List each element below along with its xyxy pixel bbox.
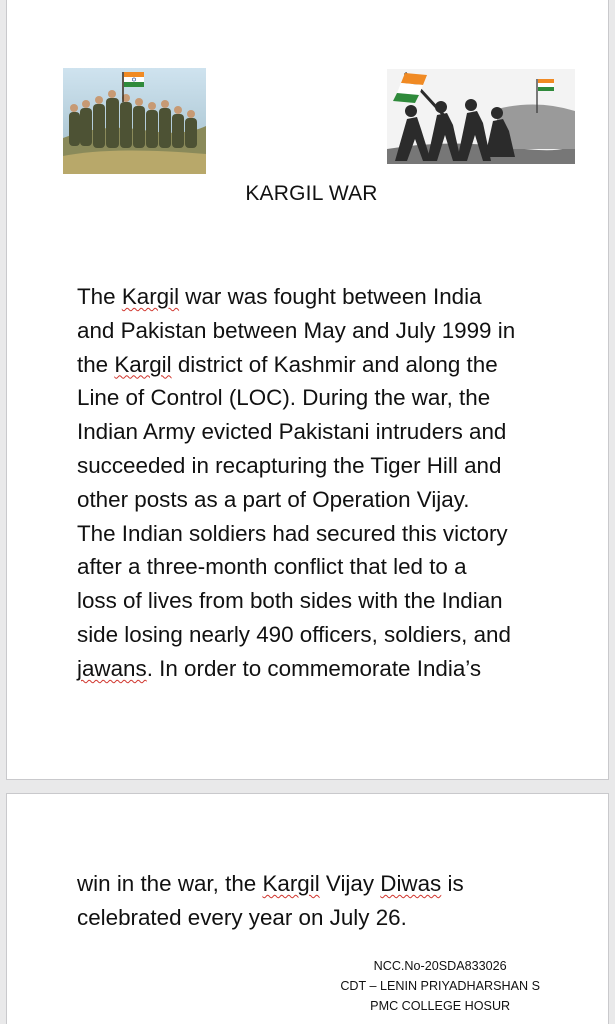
cadet-signature-block bbox=[340, 956, 540, 1016]
text-line bbox=[77, 584, 557, 618]
text-line bbox=[77, 280, 557, 314]
spellcheck-flagged-word: Kargil bbox=[121, 284, 180, 309]
text-segment: loss of lives from both sides with the Indian bbox=[77, 588, 503, 614]
document-title: KARGIL WAR bbox=[245, 182, 378, 205]
spellcheck-flagged-word: Diwas bbox=[380, 871, 442, 896]
paragraph-page-1 bbox=[77, 280, 557, 686]
text-segment: war was fought between India bbox=[179, 284, 482, 309]
spellcheck-flagged-word: jawans bbox=[77, 655, 147, 681]
soldiers-silhouette-graphic bbox=[387, 69, 575, 164]
text-segment: side losing nearly 490 officers, soldiers, and bbox=[77, 621, 511, 647]
text-segment: win in the war, the bbox=[77, 871, 263, 896]
text-line bbox=[77, 867, 557, 901]
text-line bbox=[77, 415, 557, 449]
text-segment: The bbox=[77, 284, 122, 309]
text-line bbox=[77, 901, 557, 935]
text-segment: Line of Control (LOC). During the war, the bbox=[77, 385, 491, 411]
text-line bbox=[77, 517, 557, 551]
text-segment: . In order to commemorate India’s bbox=[146, 655, 482, 681]
text-line bbox=[77, 483, 557, 517]
text-segment: Indian Army evicted Pakistani intruders and bbox=[77, 419, 507, 445]
text-line bbox=[77, 550, 557, 584]
text-line bbox=[77, 449, 557, 483]
text-segment: Vijay bbox=[319, 871, 381, 896]
text-line bbox=[77, 314, 557, 348]
soldiers-with-flag-photo bbox=[63, 68, 206, 174]
cadet-name: CDT – LENIN PRIYADHARSHAN S bbox=[340, 979, 540, 993]
text-line bbox=[77, 381, 557, 415]
spellcheck-flagged-word: Kargil bbox=[262, 871, 320, 896]
text-segment: celebrated every year on July 26. bbox=[77, 904, 407, 930]
spellcheck-flagged-word: Kargil bbox=[114, 351, 172, 377]
paragraph-page-2 bbox=[77, 867, 557, 935]
text-segment: succeeded in recapturing the Tiger Hill and bbox=[77, 452, 502, 478]
text-segment: other posts as a part of Operation Vijay. bbox=[77, 486, 470, 512]
text-line bbox=[77, 618, 557, 652]
text-segment: after a three-month conflict that led to a bbox=[77, 554, 467, 580]
text-segment: is bbox=[441, 871, 464, 896]
document-page-2 bbox=[6, 793, 609, 1024]
text-line bbox=[77, 652, 557, 686]
ncc-number: NCC.No-20SDA833026 bbox=[373, 959, 507, 973]
text-line bbox=[77, 348, 557, 382]
text-segment: the bbox=[77, 351, 115, 377]
text-segment: district of Kashmir and along the bbox=[171, 351, 498, 377]
text-segment: and Pakistan between May and July 1999 in bbox=[77, 317, 516, 343]
college-name: PMC COLLEGE HOSUR bbox=[370, 999, 511, 1013]
text-segment: The Indian soldiers had secured this victory bbox=[77, 520, 508, 546]
document-page-1 bbox=[6, 0, 609, 780]
